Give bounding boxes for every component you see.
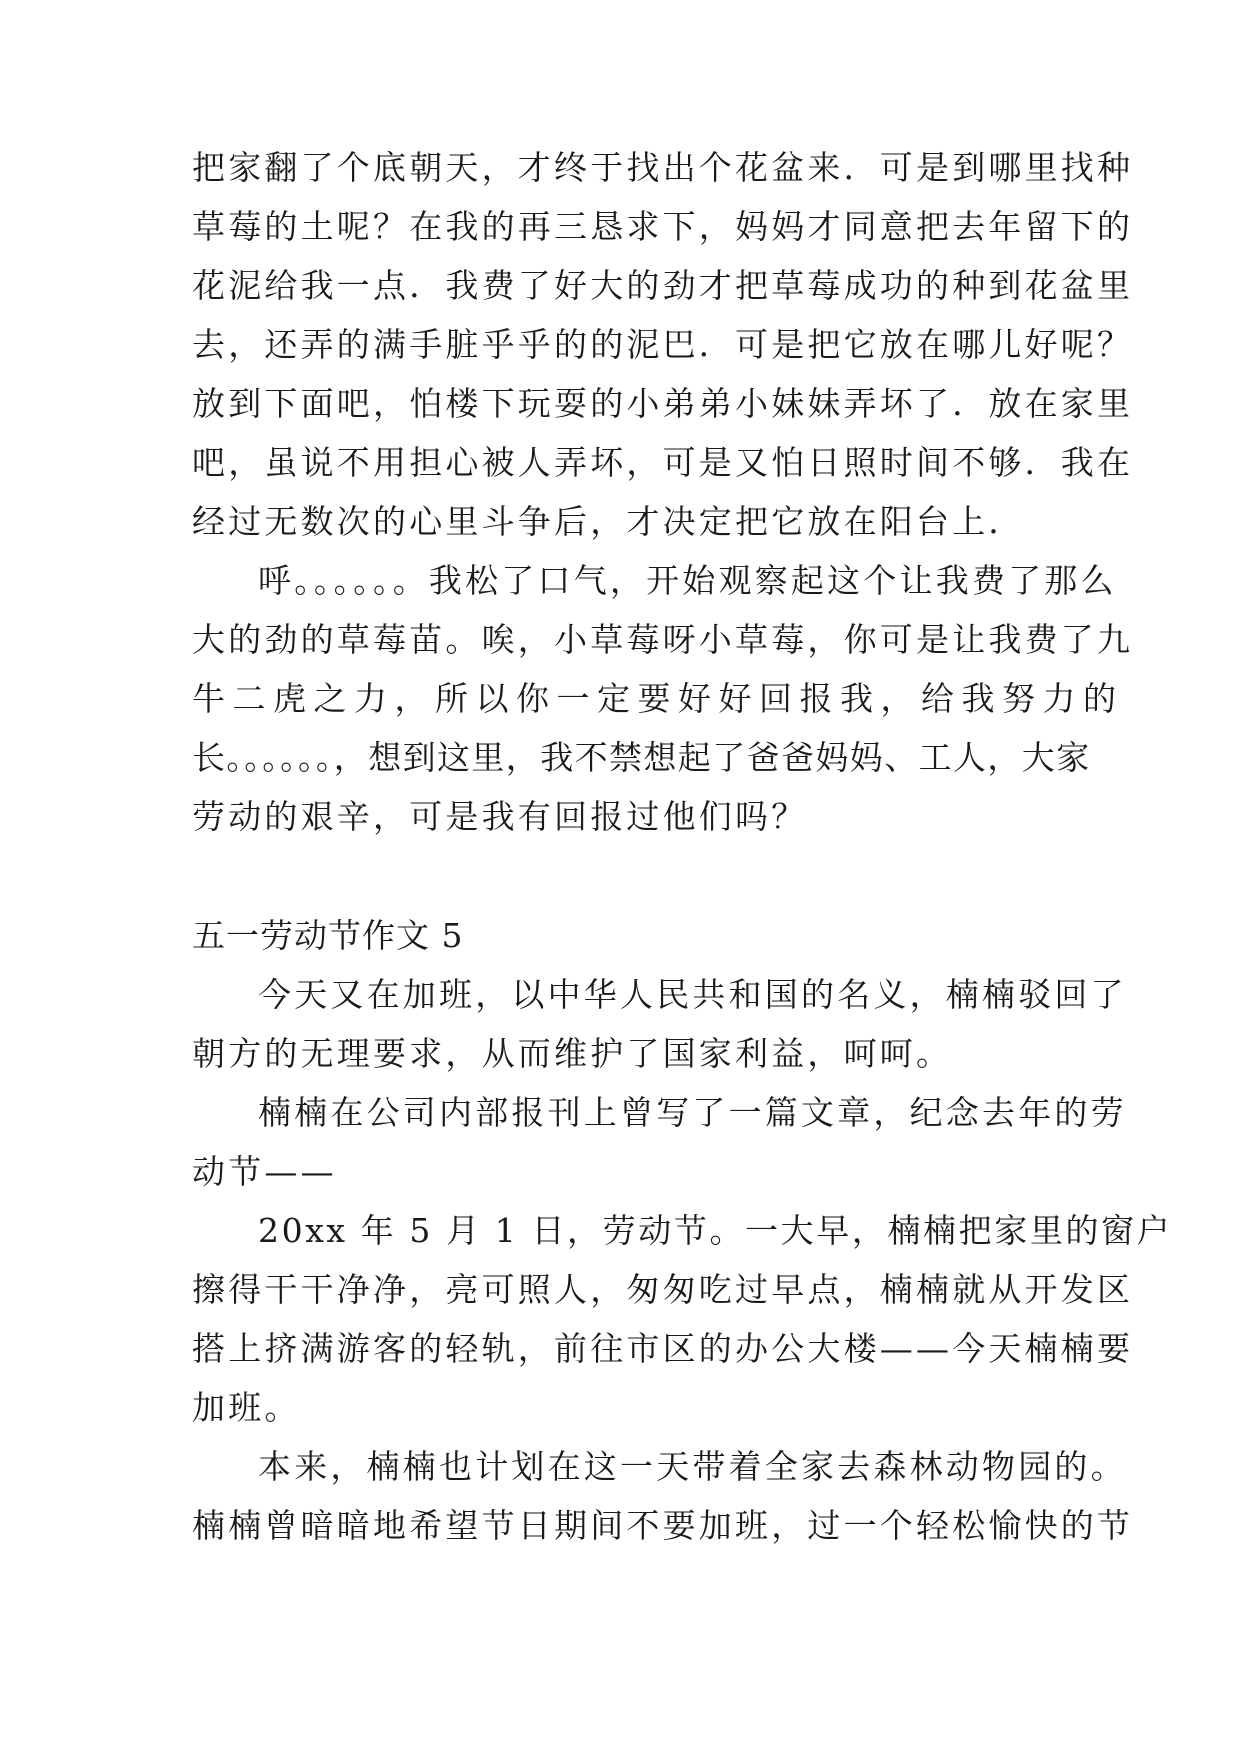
paragraph-1-line-5: 放到下面吧，怕楼下玩耍的小弟弟小妹妹弄坏了．放在家里	[192, 384, 1134, 423]
paragraph-5-line-2: 擦得干干净净，亮可照人，匆匆吃过早点，楠楠就从开发区	[192, 1270, 1134, 1309]
paragraph-6-line-1: 本来，楠楠也计划在这一天带着全家去森林动物园的。	[258, 1447, 1127, 1486]
paragraph-5-line-4: 加班。	[192, 1388, 301, 1427]
paragraph-2-line-5: 劳动的艰辛，可是我有回报过他们吗？	[192, 797, 808, 836]
paragraph-1-line-4: 去，还弄的满手脏乎乎的的泥巴．可是把它放在哪儿好呢？	[192, 325, 1134, 364]
paragraph-4-line-1: 楠楠在公司内部报刊上曾写了一篇文章，纪念去年的劳	[258, 1093, 1127, 1132]
paragraph-2-line-4: 长。。。。。。，想到这里，我不禁想起了爸爸妈妈、工人，大家	[192, 738, 1091, 777]
paragraph-5-line-1: 20xx 年 5 月 1 日，劳动节。一大早，楠楠把家里的窗户	[258, 1211, 1173, 1250]
paragraph-6-line-2: 楠楠曾暗暗地希望节日期间不要加班，过一个轻松愉快的节	[192, 1506, 1134, 1545]
paragraph-1-line-3: 花泥给我一点．我费了好大的劲才把草莓成功的种到花盆里	[192, 266, 1134, 305]
paragraph-2-line-1: 呼。。。。。。我松了口气，开始观察起这个让我费了那么	[258, 561, 1117, 600]
paragraph-1-line-6: 吧，虽说不用担心被人弄坏，可是又怕日照时间不够．我在	[192, 443, 1134, 482]
paragraph-1-line-2: 草莓的土呢？在我的再三恳求下，妈妈才同意把去年留下的	[192, 207, 1134, 246]
paragraph-3-line-2: 朝方的无理要求，从而维护了国家利益，呵呵。	[192, 1034, 953, 1073]
paragraph-1-line-7: 经过无数次的心里斗争后，才决定把它放在阳台上．	[192, 502, 1025, 541]
paragraph-5-line-3: 搭上挤满游客的轻轨，前往市区的办公大楼——今天楠楠要	[192, 1329, 1134, 1368]
paragraph-2-line-2: 大的劲的草莓苗。唉，小草莓呀小草莓，你可是让我费了九	[192, 620, 1134, 659]
section-title: 五一劳动节作文 5	[192, 916, 464, 955]
paragraph-1-line-1: 把家翻了个底朝天，才终于找出个花盆来．可是到哪里找种	[192, 148, 1134, 187]
paragraph-4-line-2: 动节——	[192, 1152, 337, 1191]
paragraph-2-line-3: 牛二虎之力，所以你一定要好好回报我，给我努力的	[192, 679, 1124, 718]
paragraph-3-line-1: 今天又在加班，以中华人民共和国的名义，楠楠驳回了	[258, 975, 1127, 1014]
